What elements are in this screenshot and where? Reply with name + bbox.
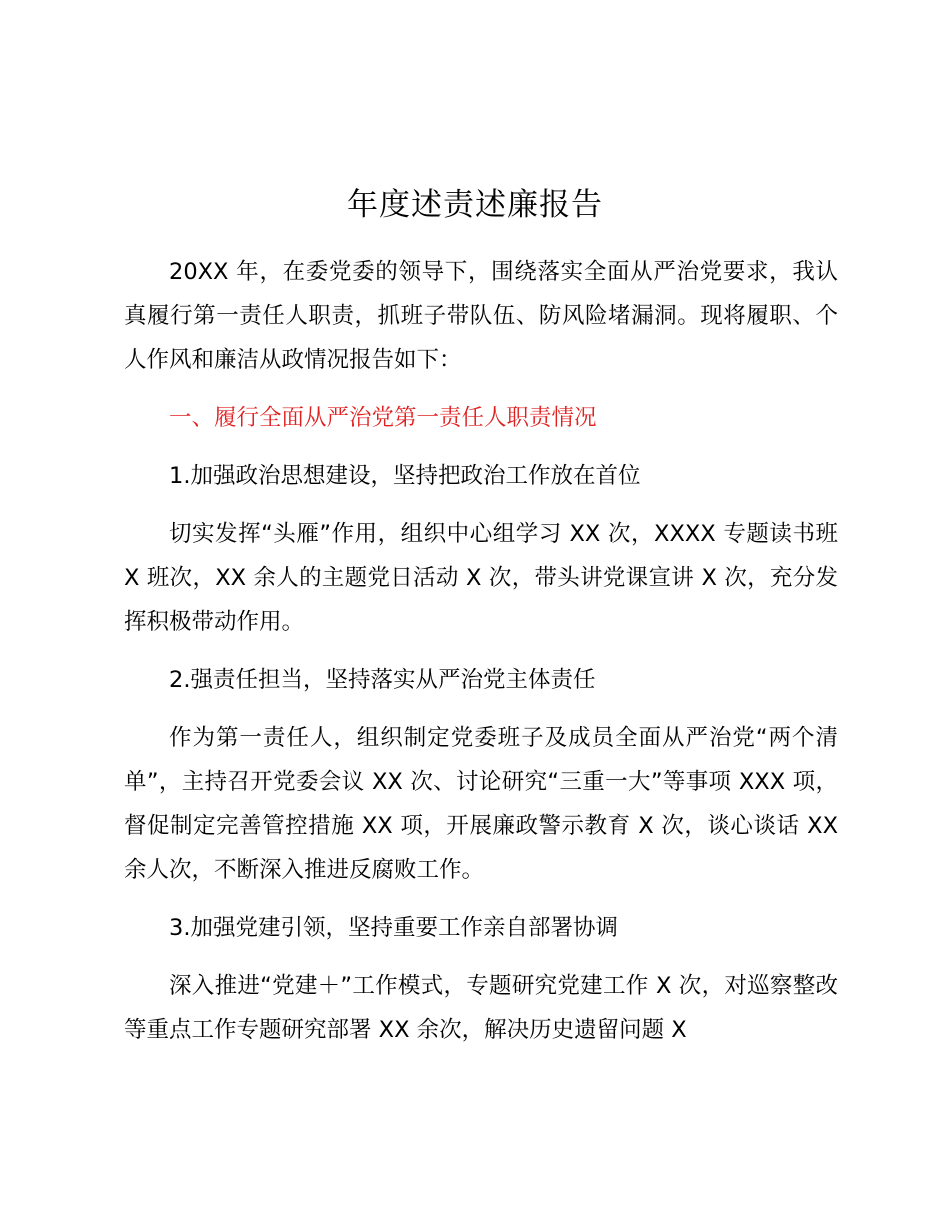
intro-paragraph: 20XX 年，在委党委的领导下，围绕落实全面从严治党要求，我认真履行第一责任人职责，抓班子带队伍、防风险堵漏洞。现将履职、个人作风和廉洁从政情况报告如下：: [124, 259, 838, 373]
subheading-3: 3.加强党建引领，坚持重要工作亲自部署协调: [169, 915, 618, 941]
body-paragraph-3: 深入推进“党建＋”工作模式，专题研究党建工作 X 次，对巡察整改等重点工作专题研究部署 XX 余次，解决历史遗留问题 X: [124, 973, 838, 1043]
document-title: 年度述责述廉报告: [347, 187, 603, 223]
body-paragraph-2: 作为第一责任人，组织制定党委班子及成员全面从严治党“两个清单”，主持召开党委会议 XX 次、讨论研究“三重一大”等事项 XXX 项，督促制定完善管控措施 XX 项，开展廉政警示教育 X 次，谈心谈话 XX 余人次，不断深入推进反腐败工作。: [124, 725, 838, 883]
section-heading-1: 一、履行全面从严治党第一责任人职责情况: [169, 405, 597, 431]
body-paragraph-1: 切实发挥“头雁”作用，组织中心组学习 XX 次，XXXX 专题读书班 X 班次，XX 余人的主题党日活动 X 次，带头讲党课宣讲 X 次，充分发挥积极带动作用。: [124, 521, 838, 635]
document-body: [124, 250, 838, 1066]
subheading-1: 1.加强政治思想建设，坚持把政治工作放在首位: [169, 463, 641, 489]
subheading-2: 2.强责任担当，坚持落实从严治党主体责任: [169, 667, 596, 693]
